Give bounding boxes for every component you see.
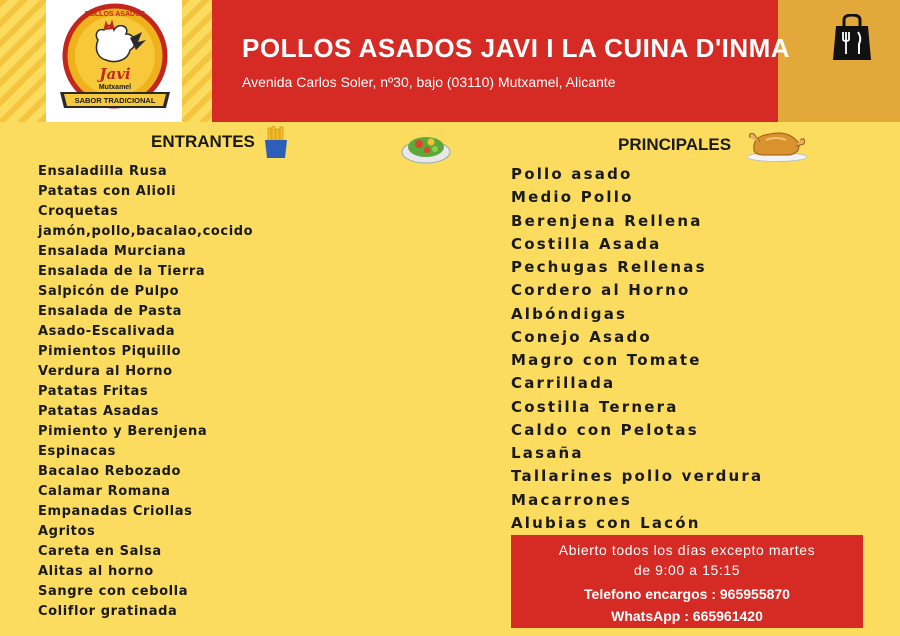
list-item: Espinacas (38, 444, 117, 459)
list-item: Salpicón de Pulpo (38, 284, 180, 299)
decorative-stripes-left (0, 0, 46, 122)
list-item: Costilla Asada (511, 234, 662, 253)
list-item: jamón,pollo,bacalao,cocido (38, 224, 254, 239)
principales-list (511, 163, 763, 535)
list-item: Pimientos Piquillo (38, 344, 182, 359)
list-item: Medio Pollo (511, 188, 634, 207)
salad-icon (401, 130, 451, 169)
whatsapp-number: WhatsApp : 665961420 (611, 608, 763, 624)
list-item: Patatas Asadas (38, 404, 159, 419)
list-item: Macarrones (511, 490, 632, 509)
list-item: Tallarines pollo verdura (511, 467, 764, 486)
address: Avenida Carlos Soler, nº30, bajo (03110) Mutxamel, Alicante (242, 74, 616, 90)
list-item: Lasaña (511, 444, 584, 462)
page-title: POLLOS ASADOS JAVI I LA CUINA D'INMA (242, 33, 791, 63)
list-item: Conejo Asado (511, 327, 652, 346)
logo-town: Mutxamel (98, 84, 132, 91)
list-item: Verdura al Horno (38, 364, 173, 379)
list-item: Caldo con Pelotas (511, 420, 699, 439)
opening-hours-time: de 9:00 a 15:15 (633, 562, 741, 578)
list-item: Berenjena Rellena (511, 211, 703, 230)
logo-top-text: POLLOS ASADOS (84, 11, 146, 18)
roast-chicken-icon (746, 126, 808, 167)
list-item: Ensalada Murciana (38, 244, 187, 259)
opening-hours: Abierto todos los días excepto martes (558, 542, 816, 558)
entrantes-title: ENTRANTES (151, 132, 255, 151)
list-item: Pollo asado (511, 165, 633, 183)
list-item: Empanadas Criollas (38, 504, 193, 519)
principales-title: PRINCIPALES (618, 135, 732, 154)
list-item: Magro con Tomate (511, 351, 702, 369)
logo-brand: Javi (99, 65, 131, 83)
list-item: Croquetas (38, 204, 119, 219)
info-box (511, 535, 863, 628)
list-item: Costilla Ternera (511, 397, 679, 416)
list-item: Pimiento y Berenjena (38, 424, 208, 439)
list-item: Coliflor gratinada (38, 604, 178, 619)
logo-graphic (46, 0, 184, 122)
phone-number: Telefono encargos : 965955870 (584, 586, 790, 602)
list-item: Ensalada de la Tierra (38, 264, 206, 279)
list-item: Ensalada de Pasta (38, 304, 183, 319)
list-item: Calamar Romana (38, 484, 171, 499)
decorative-stripes-middle (182, 0, 212, 122)
list-item: Bacalao Rebozado (38, 464, 182, 479)
fries-icon (263, 126, 289, 163)
list-item: Alubias con Lacón (511, 513, 701, 532)
logo-ribbon: SABOR TRADICIONAL (74, 96, 156, 105)
list-item: Alitas al horno (38, 564, 154, 579)
list-item: Careta en Salsa (38, 544, 162, 559)
list-item: Albóndigas (511, 304, 628, 323)
logo (46, 0, 184, 122)
list-item: Pechugas Rellenas (511, 258, 707, 276)
list-item: Ensaladilla Rusa (38, 164, 168, 179)
list-item: Carrillada (511, 374, 616, 393)
list-item: Patatas con Alioli (38, 184, 177, 199)
shopping-bag-icon (832, 14, 872, 67)
list-item: Patatas Fritas (38, 384, 149, 399)
list-item: Agritos (38, 524, 96, 539)
entrantes-list (38, 162, 253, 622)
list-item: Sangre con cebolla (38, 584, 189, 599)
list-item: Cordero al Horno (511, 281, 691, 300)
list-item: Asado-Escalivada (38, 324, 176, 339)
